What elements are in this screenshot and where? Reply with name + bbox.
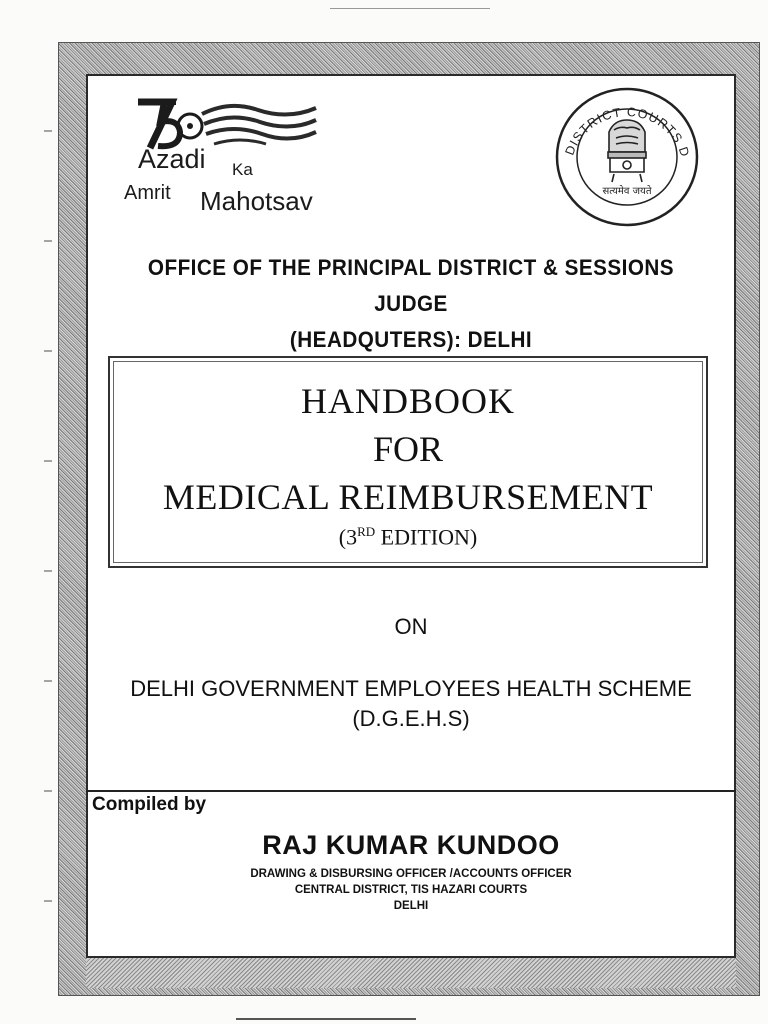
scan-artifact-line — [330, 8, 490, 9]
title-handbook: HANDBOOK — [301, 381, 515, 421]
compiler-name: RAJ KUMAR KUNDOO — [262, 830, 560, 860]
logo-amrit-text: Amrit — [124, 182, 171, 204]
title-for: FOR — [372, 429, 444, 469]
logo-mahotsav-text: Mahotsav — [200, 186, 313, 216]
edition-superscript: RD — [357, 524, 376, 539]
compiled-by-label: Compiled by — [92, 794, 207, 815]
scheme-line1: DELHI GOVERNMENT EMPLOYEES HEALTH SCHEME — [130, 676, 692, 701]
mahotsav-emblem-icon — [120, 92, 360, 152]
designation-line2: CENTRAL DISTRICT, TIS HAZARI COURTS — [294, 884, 528, 896]
section-divider — [86, 790, 736, 792]
on-label: ON — [394, 614, 428, 639]
district-courts-seal — [554, 86, 700, 228]
seal-ring-text: DISTRICT COURTS D — [562, 104, 693, 160]
office-heading-line1: OFFICE OF THE PRINCIPAL DISTRICT & SESSIONS JUDGE — [147, 255, 675, 316]
title-medical-reimbursement: MEDICAL REIMBURSEMENT — [162, 477, 654, 517]
logo-azadi-text: Azadi — [138, 144, 206, 174]
scheme-name — [86, 674, 736, 734]
edition-prefix: (3 — [338, 524, 358, 550]
office-heading — [115, 250, 707, 358]
scheme-line2: (D.G.E.H.S) — [352, 706, 470, 731]
designation-line3: DELHI — [393, 900, 429, 912]
scan-artifact-bottom-line — [236, 1018, 416, 1020]
logo-ka-text: Ka — [232, 160, 253, 179]
title-box — [108, 356, 708, 568]
frame-bottom-strip — [86, 958, 736, 988]
office-heading-line2: (HEADQUTERS): DELHI — [289, 327, 533, 352]
designation-line1: DRAWING & DISBURSING OFFICER /ACCOUNTS OFFICER — [250, 868, 572, 880]
compiler-designation — [86, 866, 736, 914]
seal-motto: सत्यमेव जयते — [602, 186, 652, 197]
edition-suffix: EDITION) — [375, 524, 478, 550]
binding-marks — [44, 70, 52, 950]
title-edition — [110, 524, 706, 550]
court-seal-icon — [554, 86, 700, 228]
azadi-ka-amrit-mahotsav-logo — [120, 92, 360, 222]
